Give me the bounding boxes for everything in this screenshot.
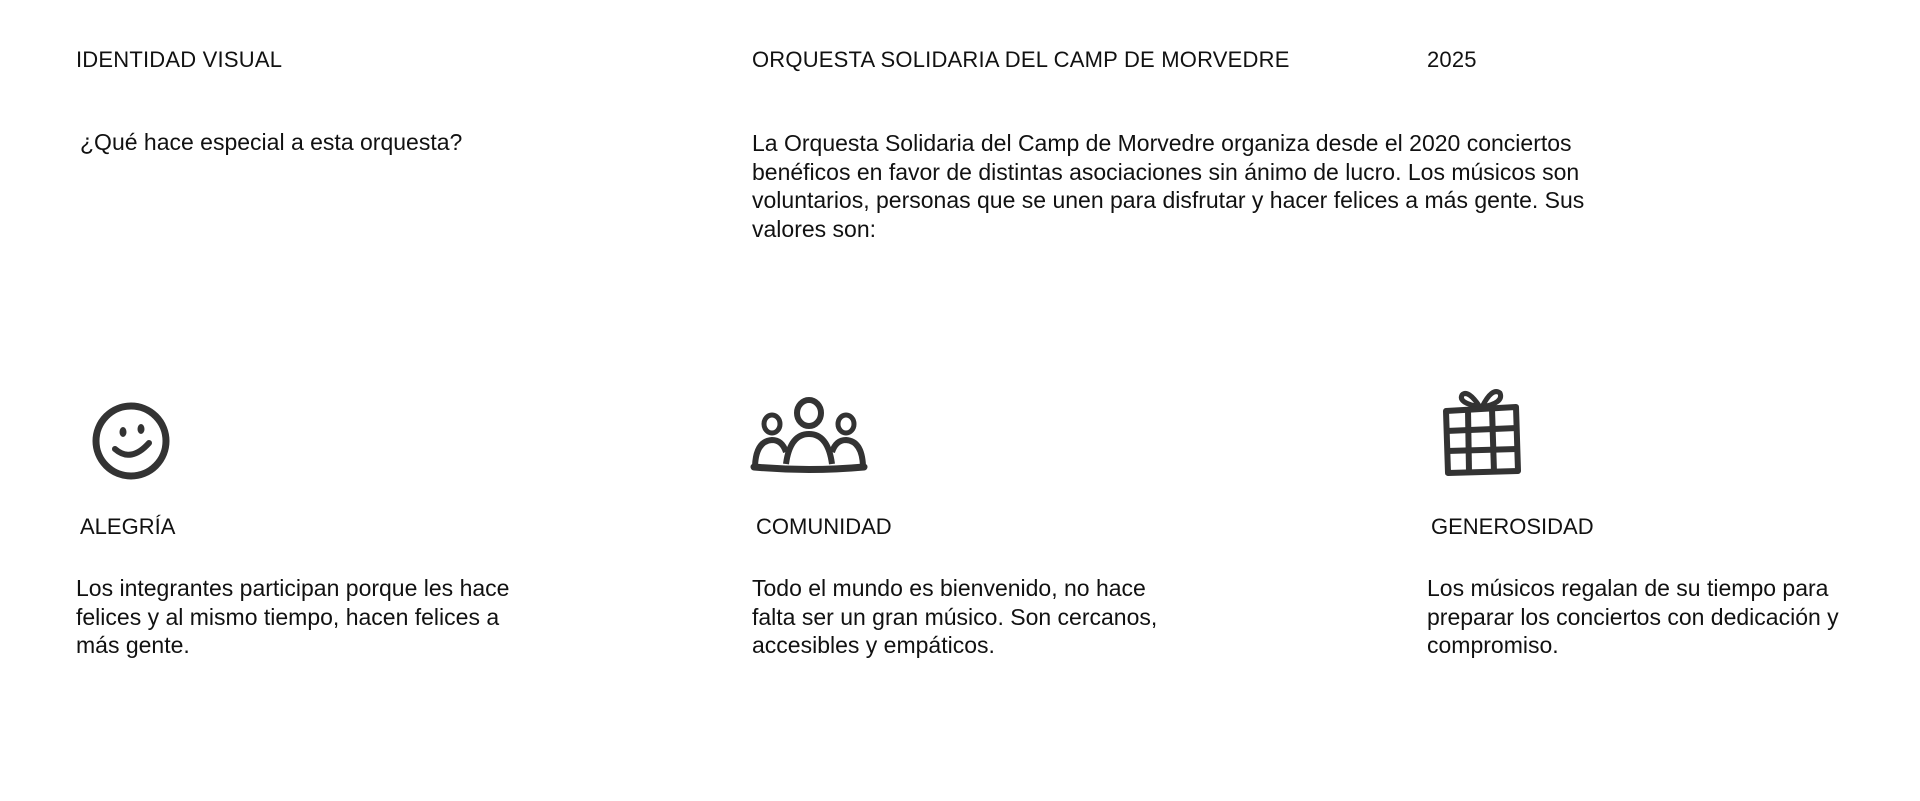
gift-icon xyxy=(1440,385,1522,477)
value-title-alegria: ALEGRÍA xyxy=(80,514,176,539)
intro-question: ¿Qué hace especial a esta orquesta? xyxy=(80,129,463,155)
value-text-comunidad: Todo el mundo es bienvenido, no hace falta ser un gran músico. Son cercanos, accesibles y empáticos. xyxy=(752,575,1158,658)
value-title-comunidad: COMUNIDAD xyxy=(756,514,892,539)
section-label: IDENTIDAD VISUAL xyxy=(76,47,283,72)
year-label: 2025 xyxy=(1427,47,1477,72)
project-title: ORQUESTA SOLIDARIA DEL CAMP DE MORVEDRE xyxy=(752,47,1290,72)
smiley-icon xyxy=(89,399,173,483)
value-text-alegria: Los integrantes participan porque les hace felices y al mismo tiempo, hacen felices a más gente. xyxy=(76,575,510,658)
people-group-icon xyxy=(750,396,868,474)
intro-paragraph: La Orquesta Solidaria del Camp de Morvedre organiza desde el 2020 conciertos benéficos en favor de distintas asociaciones sin ánimo de lucro. Los músicos son voluntarios, personas que se unen para disfrutar y hacer felices a más gente. Sus valores son: xyxy=(752,130,1585,242)
value-text-generosidad: Los músicos regalan de su tiempo para preparar los conciertos con dedicación y compromiso. xyxy=(1427,575,1839,658)
value-title-generosidad: GENEROSIDAD xyxy=(1431,514,1594,539)
